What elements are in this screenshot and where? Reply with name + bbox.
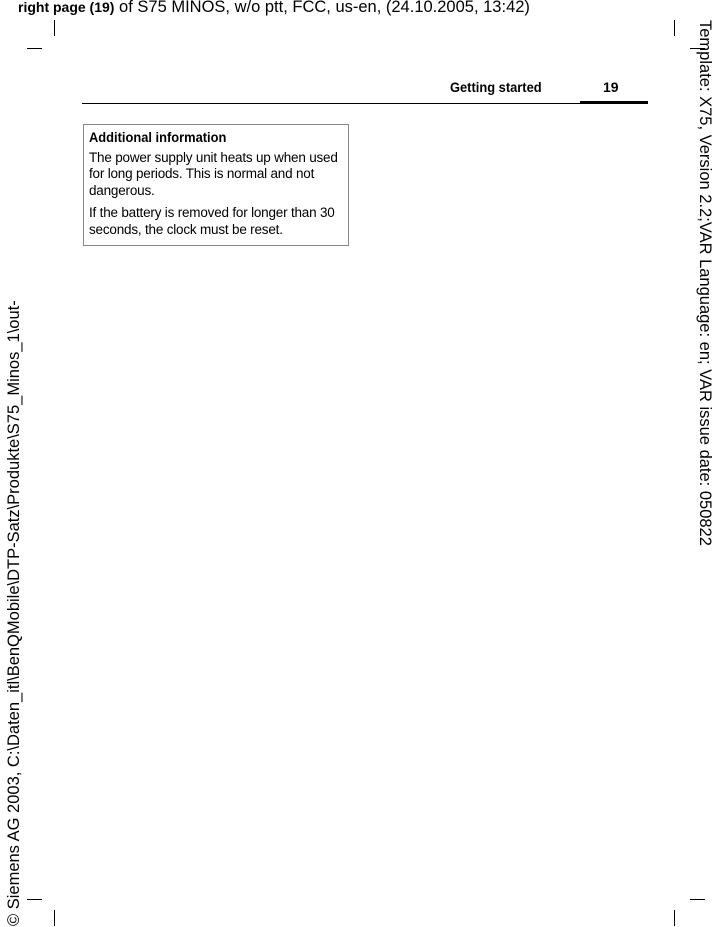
page-label: right page (19) <box>18 0 115 15</box>
additional-info-box <box>83 124 349 246</box>
crop-mark-top-left-v <box>54 20 55 36</box>
header-rule <box>82 103 648 104</box>
info-box-title: Additional information <box>89 129 227 145</box>
info-paragraph-battery: If the battery is removed for longer than 30 seconds, the clock must be reset. <box>89 205 335 237</box>
copyright-info: © Siemens AG 2003, C:\Daten_itl\BenQMobile\DTP-Satz\Produkte\S75_Minos_1\out- <box>5 300 23 926</box>
crop-mark-bottom-right-v <box>674 910 675 926</box>
crop-mark-bottom-right-h <box>690 899 705 900</box>
crop-mark-top-left-h <box>27 48 42 49</box>
page-number-rule <box>580 101 648 104</box>
info-paragraph-power-supply: The power supply unit heats up when used for long periods. This is normal and not dangerous. <box>89 149 338 198</box>
crop-mark-top-right-v <box>674 20 675 36</box>
template-info: Template: X75, Version 2.2;VAR Language: en; VAR issue date: 050822 <box>696 20 714 546</box>
crop-mark-bottom-left-h <box>27 899 42 900</box>
page-number: 19 <box>603 79 619 95</box>
section-title: Getting started <box>450 79 542 95</box>
print-details: of S75 MINOS, w/o ptt, FCC, us-en, (24.10.2005, 13:42) <box>114 0 530 16</box>
print-info-line <box>18 0 530 17</box>
crop-mark-bottom-left-v <box>54 910 55 926</box>
